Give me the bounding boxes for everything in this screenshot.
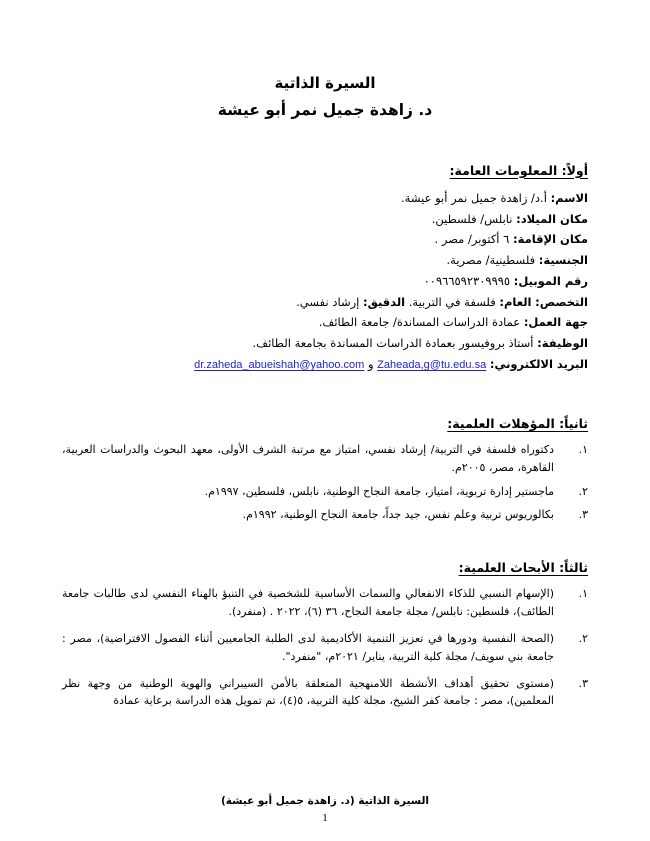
info-value: أ.د/ زاهدة جميل نمر أبو عيشة.: [401, 191, 547, 206]
list-item-text: بكالوريوس تربية وعلم نفس، جيد جداً، جامعة النجاح الوطنية، ١٩٩٢م.: [242, 508, 554, 522]
list-item: [62, 506, 588, 524]
list-item: [62, 585, 588, 621]
general-info-list: [62, 189, 588, 377]
footer-note: السيرة الذاتية (د. زاهدة جميل أبو عيشة): [220, 795, 430, 808]
document-title: السيرة الذاتية: [274, 74, 376, 92]
info-row-specialization: [62, 292, 588, 313]
info-label-email: البريد الالكتروني:: [489, 357, 588, 371]
page-number: 1: [322, 811, 328, 824]
info-value: عمادة الدراسات المساندة/ جامعة الطائف.: [318, 315, 521, 330]
email-link-personal[interactable]: dr.zaheda_abueishah@yahoo.com: [194, 359, 365, 371]
info-sublabel-precise: الدقيق:: [363, 294, 406, 309]
info-sublabel-general: العام:: [499, 294, 532, 309]
list-item-text: ماجستير إدارة تربوية، امتياز، جامعة النجاح الوطنية، نابلس، فلسطين، ١٩٩٧م.: [204, 484, 554, 498]
info-label: مكان الإقامة:: [513, 232, 588, 247]
info-label: مكان الميلاد:: [516, 211, 588, 226]
list-item: [62, 483, 588, 501]
info-value: ٠٠٩٦٦٥٩٢٣٠٩٩٩٥: [423, 273, 511, 288]
list-item-text: (مستوى تحقيق أهداف الأنشطة اللامنهجية المتعلقة بالأمن السيبراني والهوية الوطنية من وجهة نظر المعلمين)، مصر : جامعة كفر الشيخ، مجلة كلية التربية، ٥(٤)، تم تمويل هذه الدراسة برعاية عمادة: [62, 676, 554, 708]
info-label: الوظيفة:: [537, 335, 588, 350]
list-item-number: ٣.: [578, 508, 588, 522]
info-value: فلسطينية/ مصرية.: [446, 253, 536, 268]
section-heading-general: أولاً: المعلومات العامة:: [449, 162, 588, 178]
list-item-text: (الإسهام النسبي للذكاء الانفعالي والسمات الأساسية للشخصية في التنبؤ بالهناء النفسي لدى طالبات جامعة الطائف)، فلسطين: نابلس/ مجلة جامعة النجاح، ٣٦ (٦)، ٢٠٢٢ . (منفرد).: [62, 587, 554, 619]
list-item-number: ١.: [578, 587, 588, 601]
section-heading-qualifications: ثانياً: المؤهلات العلمية:: [447, 416, 588, 431]
list-item-text: دكتوراه فلسفة في التربية/ إرشاد نفسي، امتياز مع مرتبة الشرف الأولى، معهد البحوث والدراسات العربية، القاهرة، مصر، ٢٠٠٥م.: [62, 443, 554, 474]
info-row-residence: [62, 230, 588, 251]
info-value: نابلس/ فلسطين.: [431, 211, 513, 226]
email-link-university[interactable]: Zaheada,g@tu.edu.sa: [377, 359, 487, 371]
section-heading-research: ثالثاً: الأبحاث العلمية:: [458, 560, 588, 576]
list-item-text: (الصحة النفسية ودورها في تعزيز التنمية الأكاديمية لدى الطلبة الجامعيين أثناء الفصول الافتراضية)، مصر : جامعة بني سويف/ مجلة كلية التربية، يناير/ ٢٠٢١م، "منفرد".: [62, 631, 554, 663]
info-row-mobile: [62, 271, 588, 292]
info-row-name: [62, 189, 588, 210]
list-item: [62, 675, 588, 711]
list-item-number: ٢.: [578, 631, 588, 645]
info-value: أستاذ بروفيسور بعمادة الدراسات المساندة بجامعة الطائف.: [252, 335, 534, 350]
info-label: الاسم:: [550, 191, 588, 206]
info-label: التخصص:: [535, 294, 588, 309]
page-footer: [0, 795, 650, 825]
info-value: ٦ أكتوبر/ مصر .: [434, 232, 510, 247]
list-item-number: ٢.: [578, 484, 588, 498]
info-row-birthplace: [62, 209, 588, 230]
research-list: [62, 585, 588, 710]
list-item-number: ٣.: [578, 676, 588, 690]
qualifications-list: [62, 441, 588, 524]
list-item-number: ١.: [578, 443, 588, 456]
email-conjunction: و: [367, 357, 374, 371]
info-label: جهة العمل:: [523, 315, 588, 330]
info-subvalue-general: فلسفة في التربية.: [408, 294, 496, 309]
list-item: [62, 630, 588, 666]
info-label: رقم الموبيل:: [513, 273, 588, 288]
list-item: [62, 441, 588, 477]
document-subtitle: د. زاهدة جميل نمر أبو عيشة: [217, 101, 433, 119]
info-subvalue-precise: إرشاد نفسي.: [296, 294, 360, 309]
info-row-position: [62, 333, 588, 354]
info-label: الجنسية:: [538, 253, 588, 268]
info-row-workplace: [62, 313, 588, 334]
info-row-email: [62, 354, 588, 376]
info-row-nationality: [62, 251, 588, 272]
